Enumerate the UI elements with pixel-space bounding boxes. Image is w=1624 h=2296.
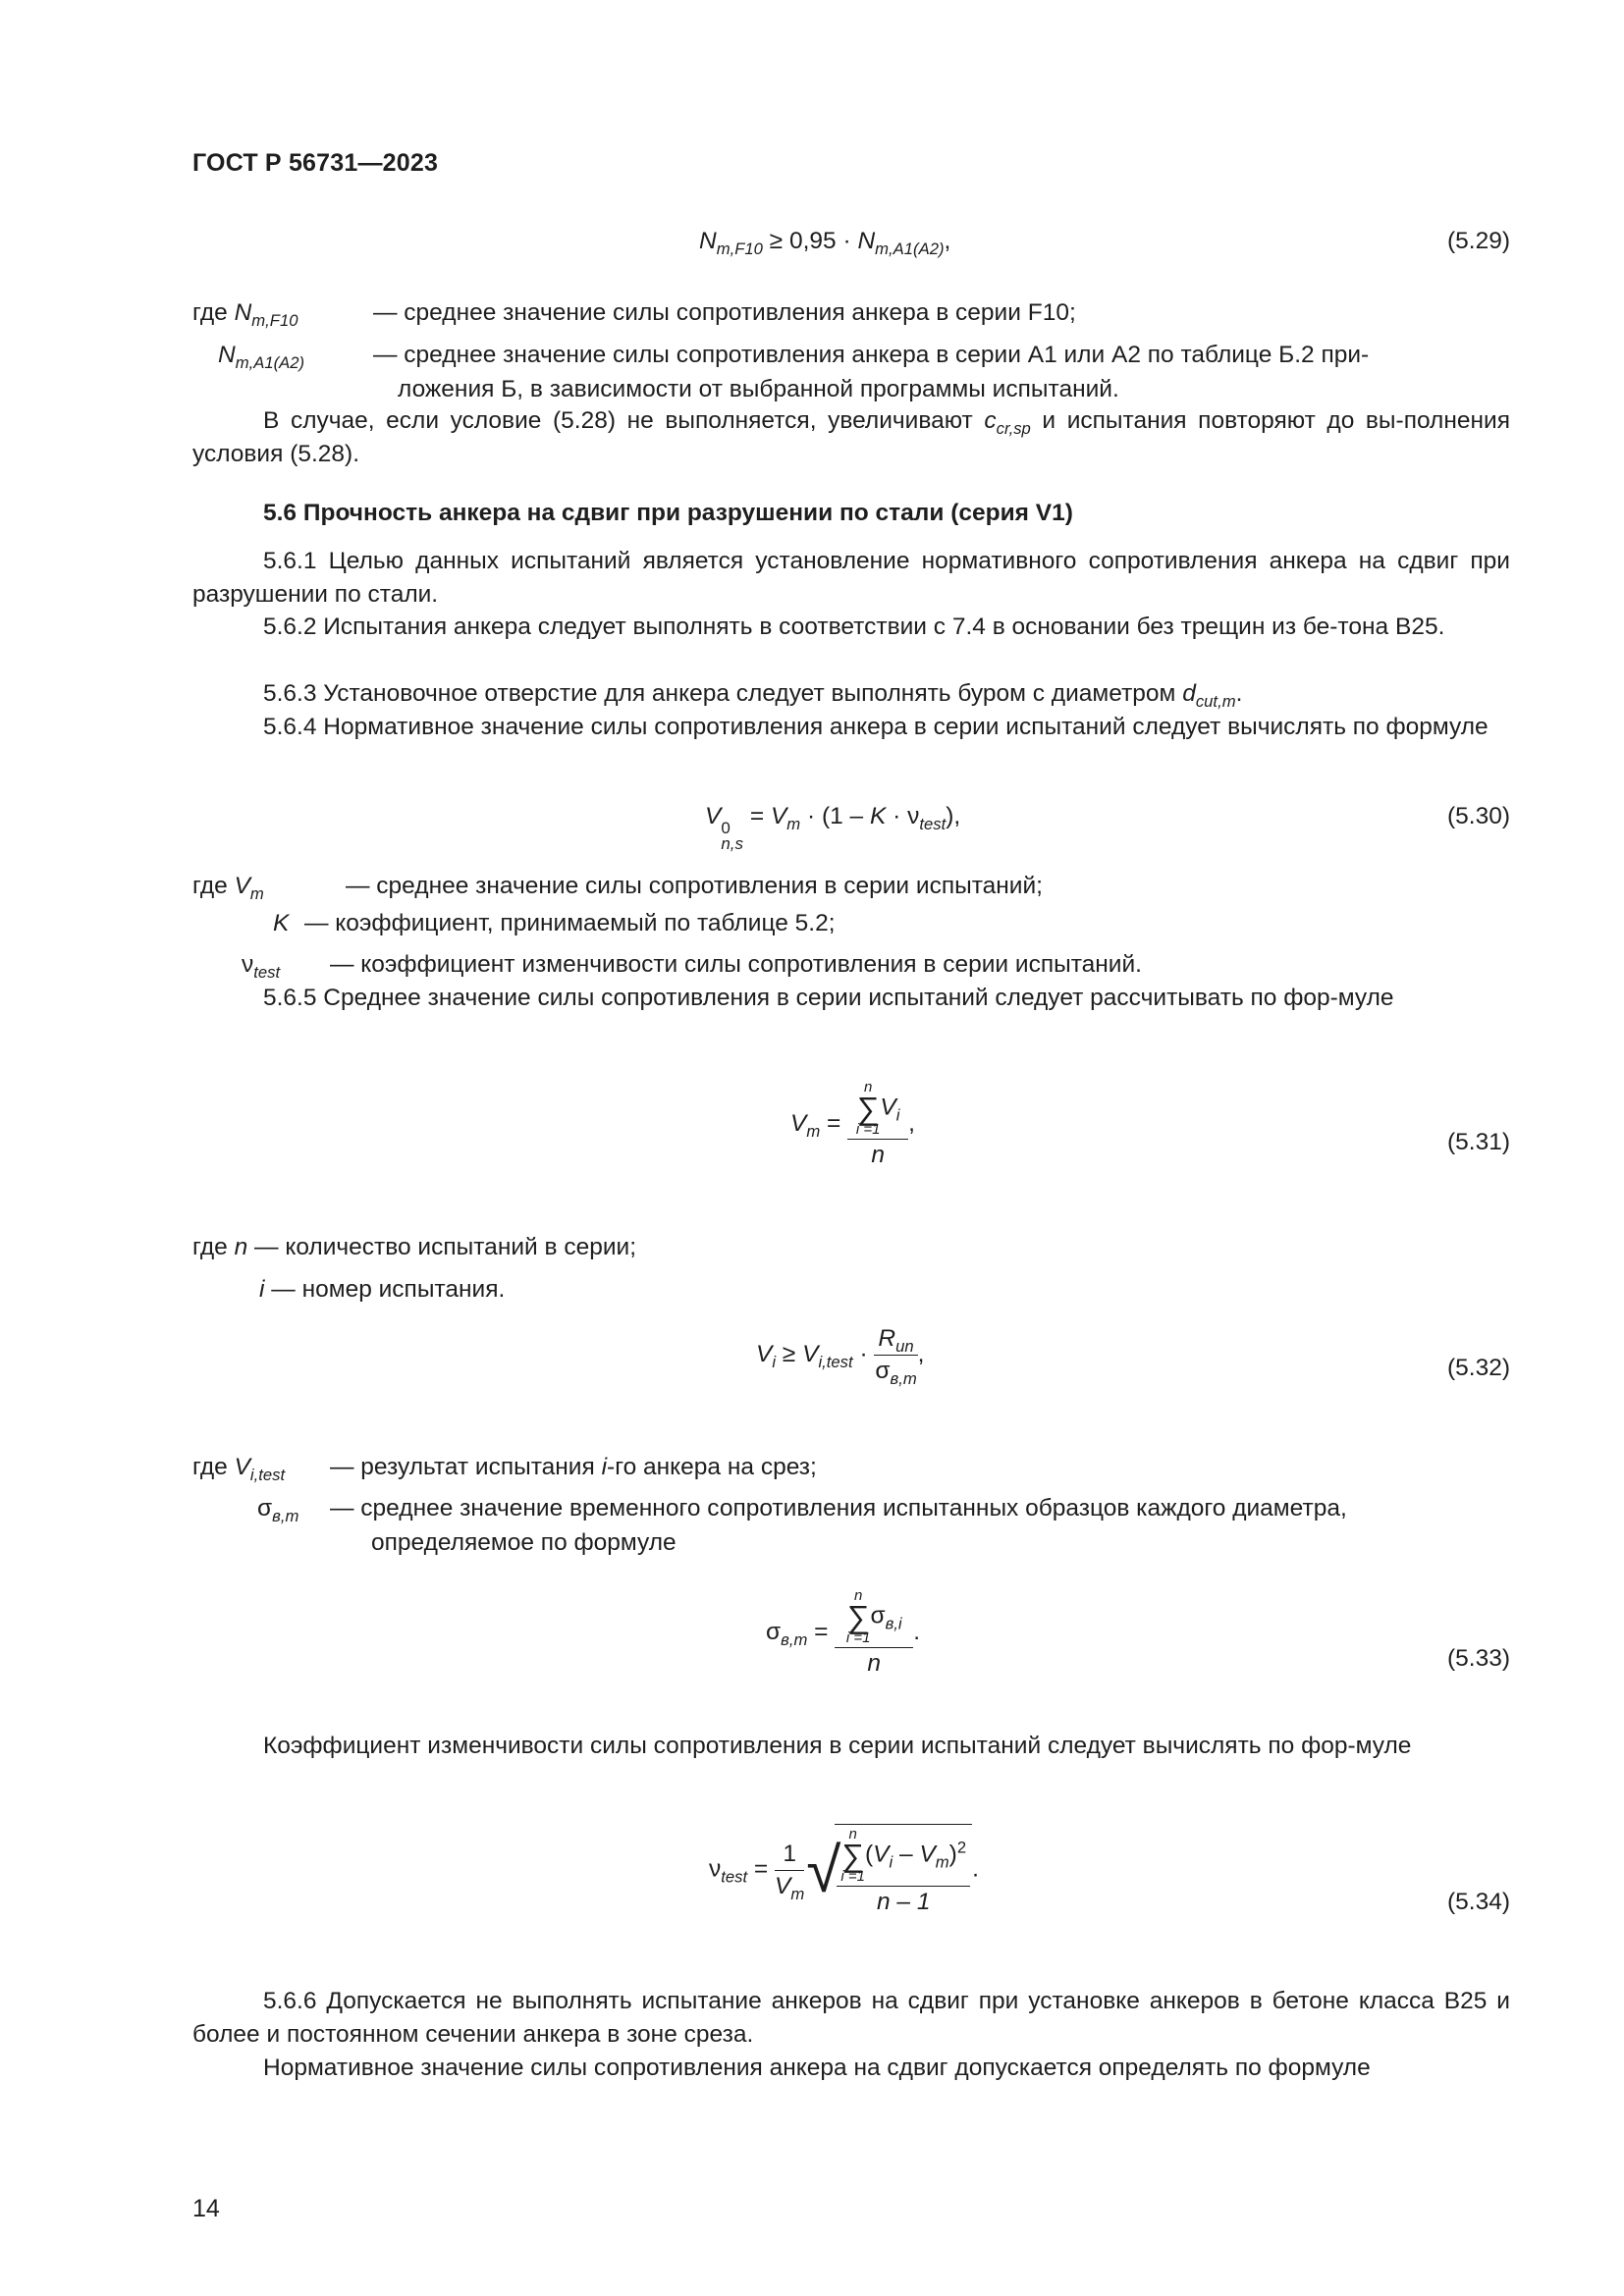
definition-text-nu: — коэффициент изменчивости силы сопротивления в серии испытаний. [330, 951, 1142, 978]
equation-number-5-34: (5.34) [1446, 1889, 1510, 1915]
equation-5-31: $V_m$ = n ∑ i =1 $V_i$ n , [790, 1079, 915, 1168]
definition-v-m: где $V_m$ [192, 873, 264, 903]
definition-text-sigma-a: — среднее значение временного сопротивления испытанных образцов каждого диаметра, [330, 1495, 1347, 1522]
definition-text-2b: ложения Б, в зависимости от выбранной программы испытаний. [398, 376, 1119, 402]
definition-v-i-test: где $V_{i,test}$ [192, 1454, 286, 1484]
equation-number-5-33: (5.33) [1446, 1645, 1510, 1672]
definition-i: i — номер испытания. [259, 1276, 506, 1303]
definition-text-vitest: — результат испытания i-го анкера на срез; [330, 1454, 817, 1480]
definition-text-1: — среднее значение силы сопротивления анкера в серии F10; [373, 299, 1076, 326]
definition-sigma-bm: $\sigma_{в,m}$ [257, 1495, 299, 1525]
definition-nu-test: $\nu_{test}$ [242, 951, 281, 982]
paragraph-5-6-4: 5.6.4 Нормативное значение силы сопротивления анкера в серии испытаний следует вычислять по формуле [263, 714, 1489, 740]
definition-n: где n — количество испытаний в серии; [192, 1234, 637, 1260]
document-header: ГОСТ Р 56731—2023 [192, 149, 439, 177]
definition-text-2a: — среднее значение силы сопротивления анкера в серии А1 или А2 по таблице Б.2 при- [373, 342, 1370, 368]
definition-n-m-a1a2: $N_{m,A1(A2)}$ [218, 342, 305, 372]
paragraph-5-6-5: 5.6.5 Среднее значение силы сопротивления в серии испытаний следует рассчитывать по фор-муле [263, 985, 1394, 1011]
equation-5-30: V 0 n,s = $V_m \cdot (1 - K \cdot \nu_{test})$, [705, 803, 961, 853]
radical-sign: √ [806, 1835, 841, 1905]
paragraph-5-6-1: 5.6.1 Целью данных испытаний является установление нормативного сопротивления анкера на сдвиг при разрушении по стали. [192, 548, 1510, 608]
equation-5-32: $V_i \ge V_{i,test}$ · $\frac{R_{un}}{\sigma_{в,m}}$ , [756, 1325, 925, 1388]
equation-5-33: $\sigma_{в,m}$ = n ∑ i =1 $\sigma_{в,i}$ n . [766, 1587, 921, 1677]
definition-text-sigma-b: определяемое по формуле [371, 1529, 677, 1556]
paragraph-5-6-2: 5.6.2 Испытания анкера следует выполнять в соответствии с 7.4 в основании без трещин из бе-тона В25. [263, 614, 1445, 640]
radicand: n ∑ i =1 $(V_i - V_m)^2$ n – 1 [835, 1824, 972, 1916]
paragraph-last: Нормативное значение силы сопротивления анкера на сдвиг допускается определять по формуле [263, 2055, 1371, 2081]
definition-text-vm: — среднее значение силы сопротивления в серии испытаний; [346, 873, 1043, 899]
equation-number-5-31: (5.31) [1446, 1129, 1510, 1155]
equation-5-34: $\nu_{test}$ = $\frac{1}{V_m}$ √ n ∑ i =1 $(V_i - V_m)^2$ n – 1 . [709, 1826, 979, 1915]
definition-text-k: — коэффициент, принимаемый по таблице 5.2; [304, 910, 836, 936]
definition-k: K [273, 910, 290, 936]
paragraph-coefficient: Коэффициент изменчивости силы сопротивления в серии испытаний следует вычислять по фор-муле [263, 1733, 1412, 1759]
equation-number-5-30: (5.30) [1446, 803, 1510, 829]
equation-number-5-29: (5.29) [1446, 228, 1510, 254]
paragraph-5-6-6: 5.6.6 Допускается не выполнять испытание анкеров на сдвиг при установке анкеров в бетоне класса В25 и более и постоянном сечении анкера в зоне среза. [192, 1988, 1510, 2048]
equation-number-5-32: (5.32) [1446, 1355, 1510, 1381]
paragraph-case: В случае, если условие (5.28) не выполняется, увеличивают $c_{cr,sp}$ и испытания повторяют до вы-полнения условия (5.28). [192, 407, 1510, 467]
paragraph-5-6-3: 5.6.3 Установочное отверстие для анкера следует выполнять буром с диаметром $d_{cut,m}$. [263, 680, 1243, 711]
equation-5-29: $N_{m,F10} \ge 0,95 \cdot N_{m,A1(A2)}$, [699, 228, 951, 258]
definition-n-m-f10: где $N_{m,F10}$ [192, 299, 298, 330]
page-number: 14 [192, 2195, 220, 2222]
section-title-5-6: 5.6 Прочность анкера на сдвиг при разрушении по стали (серия V1) [263, 500, 1073, 526]
